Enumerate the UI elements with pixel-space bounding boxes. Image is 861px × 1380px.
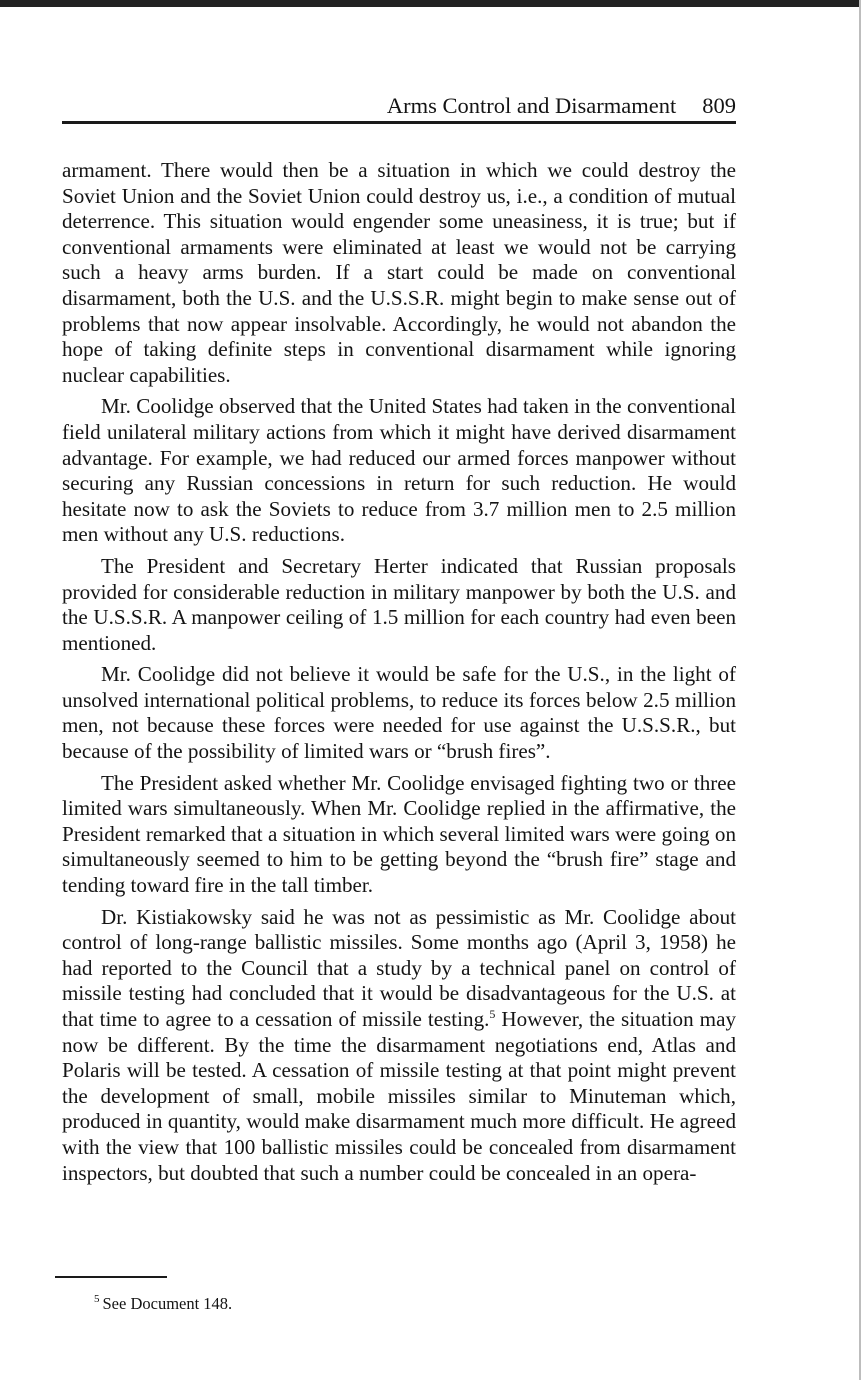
paragraph-kistiakowsky: [62, 905, 736, 1187]
body-text: [62, 158, 736, 1192]
footnote: [94, 1293, 232, 1315]
footnote-number: 5: [94, 1293, 100, 1305]
footnote-rule: [55, 1276, 167, 1278]
paragraph-continued: armament. There would then be a situation in which we could destroy the Soviet Union and the Soviet Union could destroy us, i.e., a condition of mutual deterrence. This situation would engender some uneasiness, it is true; but if conventional armaments were eliminated at least we would not be carrying such a heavy arms burden. If a start could be made on conventional disarmament, both the U.S. and the U.S.S.R. might begin to make sense out of problems that now appear insolvable. Accordingly, he would not abandon the hope of taking definite steps in conventional disarmament while ignoring nuclear capabilities.: [62, 158, 736, 387]
paragraph-text-before-note: Dr. Kistiakowsky said he was not as pessimistic as Mr. Coolidge about control of long-range ballistic missiles. Some months ago (April 3, 1958) he had reported to the Council that a study by a technical panel on control of missile testing had concluded that it would be disadvantageous for the U.S. at that time to agree to a cessation of missile testing.: [62, 904, 736, 1031]
footnote-reference: 5: [489, 1007, 496, 1021]
paragraph: The President asked whether Mr. Coolidge envisaged fighting two or three limited wars simultaneously. When Mr. Coolidge replied in the affirmative, the President remarked that a situation in which several limited wars were going on simultaneously seemed to him to be getting beyond the “brush fire” stage and tending toward fire in the tall timber.: [62, 770, 736, 898]
paragraph: Mr. Coolidge observed that the United States had taken in the conventional field unilateral military actions from which it might have derived disarmament advantage. For example, we had reduced our armed forces manpower without securing any Russian concessions in return for such reduction. He would hesitate now to ask the Soviets to reduce from 3.7 million men to 2.5 million men without any U.S. reductions.: [62, 394, 736, 547]
header-rule: [62, 121, 736, 124]
footnote-text: See Document 148.: [102, 1294, 233, 1313]
page-number: 809: [702, 93, 736, 118]
running-title: Arms Control and Disarmament: [386, 93, 677, 118]
paragraph: Mr. Coolidge did not believe it would be safe for the U.S., in the light of unsolved international political problems, to reduce its forces below 2.5 million men, not because these forces were needed for use against the U.S.S.R., but because of the possibility of limited wars or “brush fires”.: [62, 662, 736, 764]
paragraph-text-after-note: However, the situation may now be different. By the time the disarmament negotiations end, Atlas and Polaris will be tested. A cessation of missile testing at that point might prevent the development of small, mobile missiles similar to Minuteman which, produced in quantity, would make disarmament much more difficult. He agreed with the view that 100 ballistic missiles could be concealed from disarmament inspectors, but doubted that such a number could be concealed in an opera-: [62, 1007, 736, 1185]
scan-edge-top: [0, 0, 861, 7]
running-header: [62, 92, 736, 120]
paragraph: The President and Secretary Herter indicated that Russian proposals provided for considerable reduction in military manpower by both the U.S. and the U.S.S.R. A manpower ceiling of 1.5 million for each country had even been mentioned.: [62, 553, 736, 655]
